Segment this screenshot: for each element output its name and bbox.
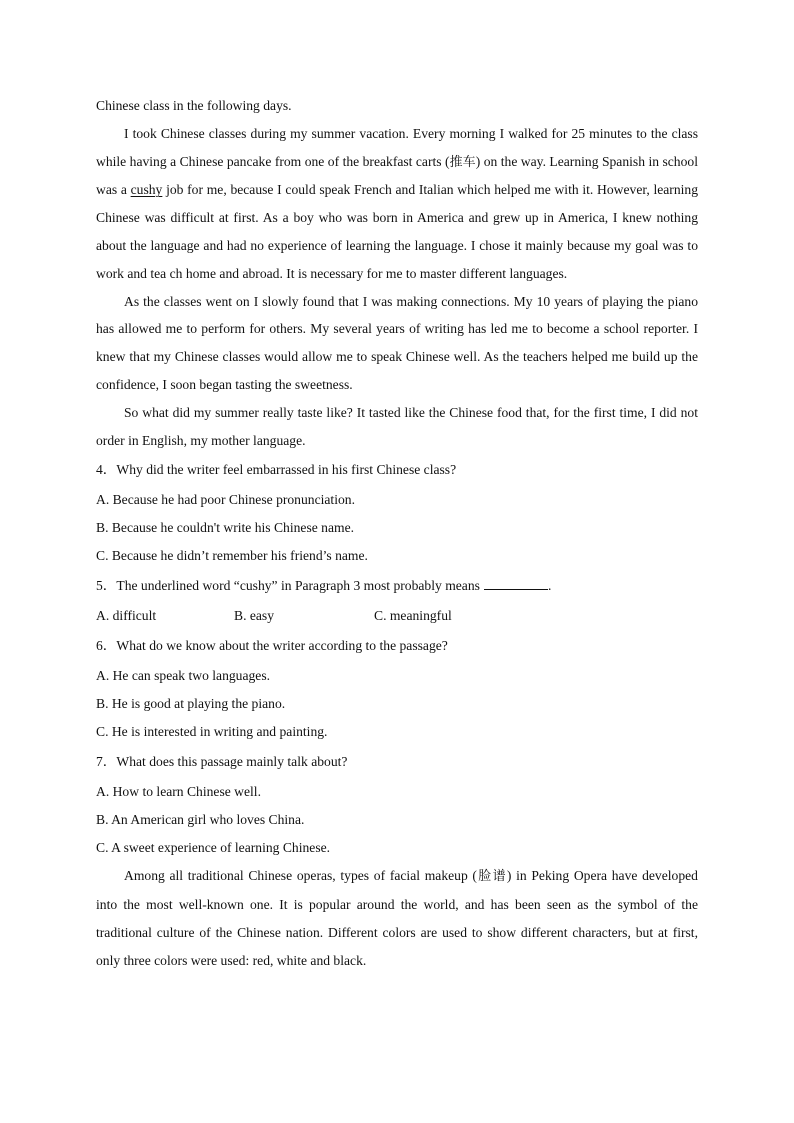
question-7 (96, 748, 698, 862)
paragraph-3-text-c: job for me, because I could speak French and Italian which helped me with it. However, learning Chinese was difficult at first. As a boy who was born in America and grew up in America, I knew nothing about the language and had no experience of learning the language. I chose it mainly because my goal was to work and tea ch home and abroad. It is necessary for me to master different languages. (96, 182, 698, 281)
passage-continuation-line: Chinese class in the following days. (96, 98, 292, 113)
underlined-word-cushy: cushy (130, 182, 163, 198)
question-5-option-c[interactable]: C. meaningful (374, 607, 452, 623)
paragraph-3 (96, 120, 698, 288)
peking-opera-text-a: Among all traditional Chinese operas, types of facial makeup ( (124, 868, 477, 884)
question-7-stem: 7．What does this passage mainly talk about? (96, 754, 348, 770)
question-5-options (96, 602, 698, 630)
question-7-option-b[interactable]: B. An American girl who loves China. (96, 811, 305, 827)
paragraph-5: So what did my summer really taste like? It tasted like the Chinese food that, for the first time, I did not order in English, my mother language. (96, 404, 698, 448)
question-7-option-c[interactable]: C. A sweet experience of learning Chinese. (96, 840, 331, 856)
question-6-option-a[interactable]: A. He can speak two languages. (96, 667, 271, 683)
answer-blank[interactable] (484, 575, 548, 590)
question-4-stem: 4．Why did the writer feel embarrassed in his first Chinese class? (96, 462, 457, 478)
question-5-option-a[interactable]: A. difficult (96, 607, 157, 623)
question-4-option-a[interactable]: A. Because he had poor Chinese pronunciation. (96, 491, 355, 507)
chinese-gloss-cart: 推车 (449, 154, 476, 170)
peking-opera-paragraph (96, 862, 698, 974)
chinese-gloss-facial-makeup: 脸谱 (476, 869, 507, 885)
question-5-stem: 5．The underlined word “cushy” in Paragraph 3 most probably means (96, 578, 480, 594)
question-4 (96, 456, 698, 570)
question-5-stem-line (96, 572, 698, 600)
question-5-option-b[interactable]: B. easy (234, 607, 275, 623)
question-4-option-b[interactable]: B. Because he couldn't write his Chinese name. (96, 520, 355, 536)
question-5-stem-end: . (547, 578, 552, 594)
paragraph-3-text-a: I took Chinese classes during my summer vacation. Every morning I walked for 25 minutes to the class while having a Chinese pancake from one of the breakfast carts ( (96, 125, 698, 169)
paragraph-3-text-b: ) on the way. Learning Spanish in school was a (96, 153, 698, 198)
document-page (96, 92, 698, 975)
paragraph-4: As the classes went on I slowly found that I was making connections. My 10 years of playing the piano has allowed me to perform for others. My several years of writing has led me to become a school reporter. I knew that my Chinese classes would allow me to speak Chinese well. As the teachers helped me build up the confidence, I soon began tasting the sweetness. (96, 293, 698, 392)
question-6-option-b[interactable]: B. He is good at playing the piano. (96, 695, 286, 711)
peking-opera-text-b: ) in Peking Opera have developed into the most well-known one. It is popular around the world, and has been seen as the symbol of the traditional culture of the Chinese nation. Different colors are used to show different characters, but at first, only three colors were used: red, white and black. (96, 868, 698, 968)
question-6-option-c[interactable]: C. He is interested in writing and painting. (96, 724, 328, 740)
question-6 (96, 632, 698, 746)
question-7-option-a[interactable]: A. How to learn Chinese well. (96, 783, 261, 799)
question-6-stem: 6．What do we know about the writer according to the passage? (96, 638, 448, 654)
question-5 (96, 572, 698, 630)
question-4-option-c[interactable]: C. Because he didn’t remember his friend’s name. (96, 548, 368, 564)
